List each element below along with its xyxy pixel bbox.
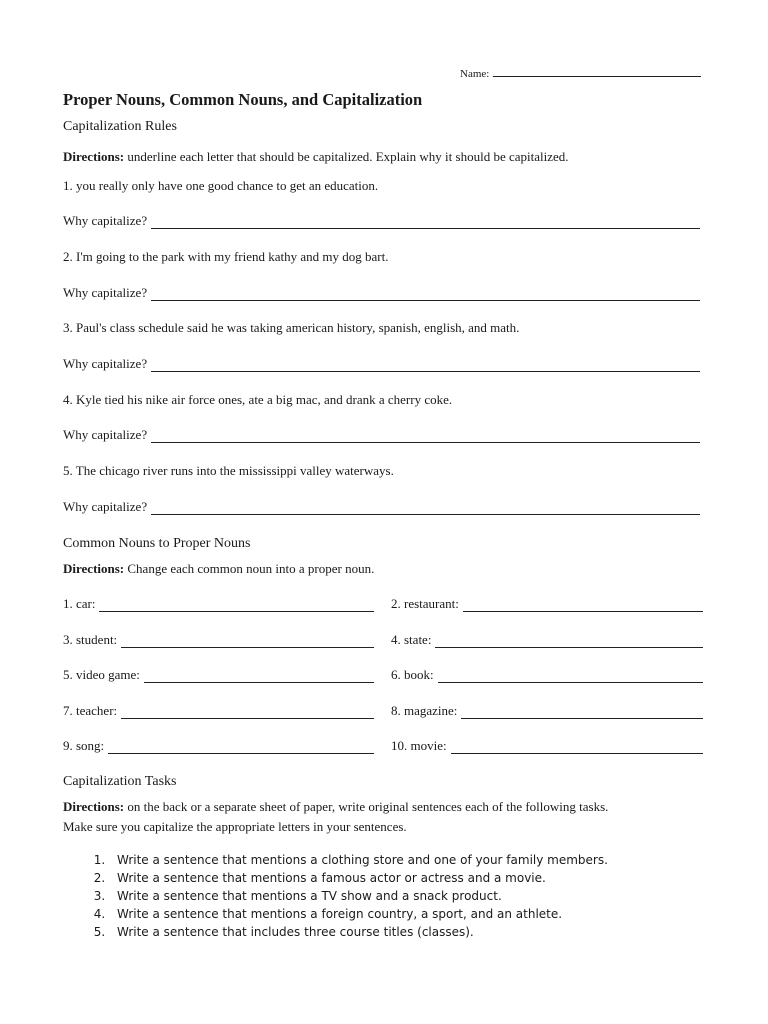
noun-label: 5. video game:: [63, 667, 140, 682]
section-heading-common-to-proper: Common Nouns to Proper Nouns: [63, 536, 251, 551]
answer-blank[interactable]: [463, 599, 703, 612]
noun-label: 2. restaurant:: [391, 596, 459, 611]
why-capitalize-row: [63, 356, 700, 372]
noun-label: 4. state:: [391, 632, 432, 647]
section3-directions-line2: Make sure you capitalize the appropriate letters in your sentences.: [63, 819, 407, 834]
section1-directions: [63, 149, 569, 165]
noun-label: 9. song:: [63, 738, 105, 753]
why-label: Why capitalize?: [63, 285, 148, 300]
why-capitalize-row: [63, 213, 700, 229]
noun-row: [63, 632, 374, 648]
why-capitalize-row: [63, 499, 700, 515]
noun-row: [63, 738, 374, 754]
task-item: 5. Write a sentence that includes three course titles (classes).: [109, 923, 608, 941]
directions-label: Directions:: [63, 799, 125, 814]
noun-row: [63, 596, 374, 612]
directions-text: Change each common noun into a proper noun.: [124, 561, 375, 576]
noun-row: [391, 703, 703, 719]
section-heading-capitalization-tasks: Capitalization Tasks: [63, 774, 177, 789]
sentence-item: 1. you really only have one good chance to get an education.: [63, 178, 379, 193]
answer-blank[interactable]: [121, 706, 374, 719]
sentence-item: 2. I'm going to the park with my friend kathy and my dog bart.: [63, 249, 389, 264]
name-blank[interactable]: [493, 66, 701, 77]
answer-blank[interactable]: [461, 706, 703, 719]
noun-row: [391, 632, 703, 648]
answer-blank[interactable]: [99, 599, 374, 612]
noun-label: 10. movie:: [391, 738, 447, 753]
name-label: Name:: [460, 68, 490, 80]
sentence-item: 4. Kyle tied his nike air force ones, ate a big mac, and drank a cherry coke.: [63, 392, 453, 407]
noun-row: [391, 738, 703, 754]
why-label: Why capitalize?: [63, 356, 148, 371]
why-label: Why capitalize?: [63, 427, 148, 442]
answer-blank[interactable]: [121, 635, 374, 648]
sentence-item: 3. Paul's class schedule said he was taking american history, spanish, english, and math.: [63, 320, 520, 335]
noun-label: 7. teacher:: [63, 703, 118, 718]
directions-text: on the back or a separate sheet of paper, write original sentences each of the following tasks.: [124, 799, 609, 814]
why-capitalize-row: [63, 285, 700, 301]
noun-row: [63, 703, 374, 719]
why-capitalize-row: [63, 427, 700, 443]
answer-blank[interactable]: [151, 216, 700, 229]
noun-label: 6. book:: [391, 667, 434, 682]
noun-row: [391, 596, 703, 612]
answer-blank[interactable]: [438, 670, 703, 683]
noun-row: [63, 667, 374, 683]
section3-directions: [63, 799, 608, 815]
noun-label: 8. magazine:: [391, 703, 458, 718]
task-list: [63, 851, 608, 941]
task-item: 3. Write a sentence that mentions a TV show and a snack product.: [109, 887, 608, 905]
name-field: [460, 66, 701, 80]
directions-text: underline each letter that should be capitalized. Explain why it should be capitalized.: [124, 149, 569, 164]
directions-label: Directions:: [63, 561, 125, 576]
task-item: 4. Write a sentence that mentions a foreign country, a sport, and an athlete.: [109, 905, 608, 923]
answer-blank[interactable]: [151, 359, 700, 372]
answer-blank[interactable]: [151, 430, 700, 443]
task-item: 2. Write a sentence that mentions a famous actor or actress and a movie.: [109, 869, 608, 887]
directions-label: Directions:: [63, 149, 125, 164]
section2-directions: [63, 561, 374, 577]
answer-blank[interactable]: [435, 635, 703, 648]
task-item: 1. Write a sentence that mentions a clothing store and one of your family members.: [109, 851, 608, 869]
answer-blank[interactable]: [151, 288, 700, 301]
why-label: Why capitalize?: [63, 499, 148, 514]
answer-blank[interactable]: [451, 741, 703, 754]
section-heading-capitalization-rules: Capitalization Rules: [63, 119, 177, 134]
why-label: Why capitalize?: [63, 213, 148, 228]
noun-label: 1. car:: [63, 596, 96, 611]
answer-blank[interactable]: [151, 502, 700, 515]
answer-blank[interactable]: [108, 741, 374, 754]
answer-blank[interactable]: [144, 670, 374, 683]
sentence-item: 5. The chicago river runs into the mississippi valley waterways.: [63, 463, 394, 478]
noun-row: [391, 667, 703, 683]
page-title: Proper Nouns, Common Nouns, and Capitalization: [63, 90, 423, 109]
noun-label: 3. student:: [63, 632, 118, 647]
